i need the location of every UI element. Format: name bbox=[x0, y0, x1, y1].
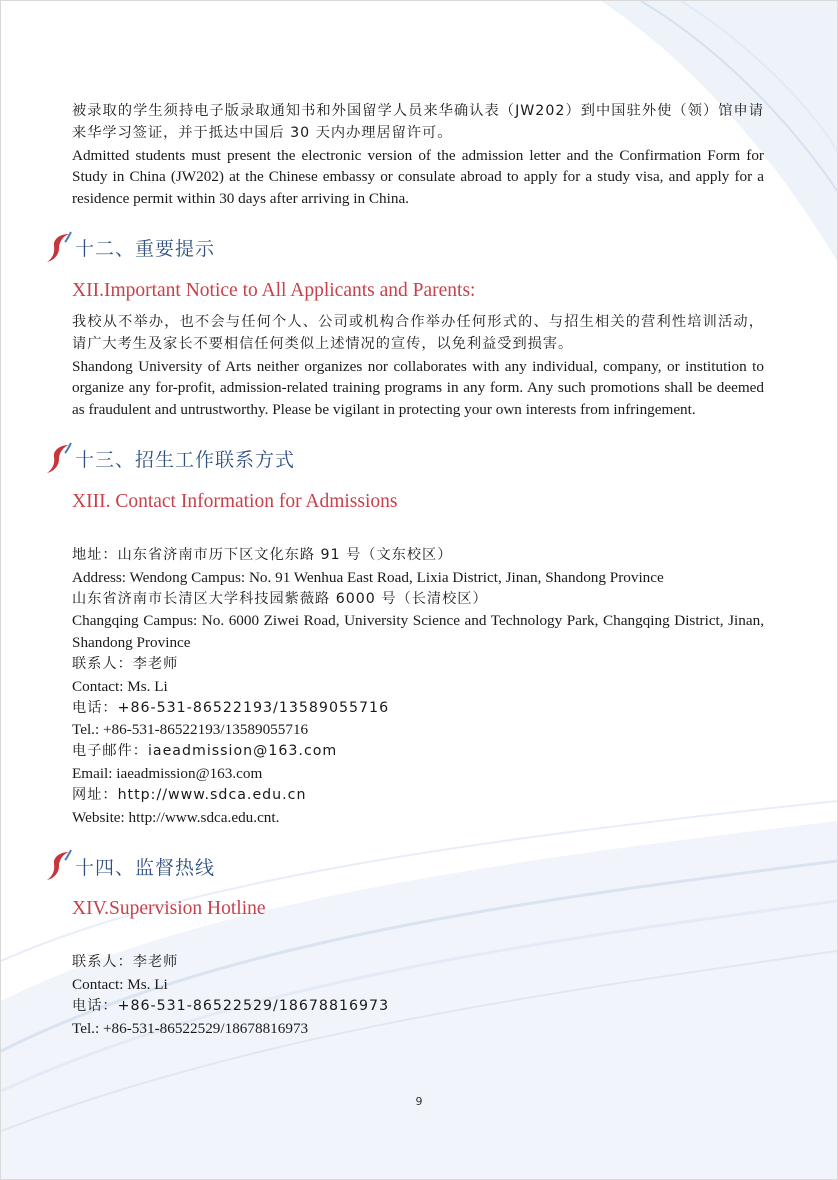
hotline-tel-cn: 电话：+86-531-86522529/18678816973 bbox=[72, 997, 390, 1014]
tel-en: Tel.: +86-531-86522193/13589055716 bbox=[72, 721, 309, 739]
intro-en: Admitted students must present the electronic version of the admission letter and the Confirmation Form for Study in China (JW202) at the Chinese embassy or consulate abroad to apply for a study visa, and apply for a residence permit within 30 days after arriving in China. bbox=[72, 146, 764, 208]
page-content bbox=[72, 101, 764, 1040]
university-logo-icon bbox=[45, 848, 75, 884]
email-en: Email: iaeadmission@163.com bbox=[72, 764, 263, 782]
address2-en: Changqing Campus: No. 6000 Ziwei Road, University Science and Technology Park, Changqing District, Jinan, Shandong Province bbox=[72, 612, 764, 652]
page-number: 9 bbox=[415, 1095, 423, 1108]
address-cn: 地址：山东省济南市历下区文化东路 91 号（文东校区） bbox=[72, 546, 453, 563]
section14-heading-en: XIV.Supervision Hotline bbox=[72, 898, 266, 920]
section12-heading bbox=[45, 226, 764, 270]
website-cn: 网址：http://www.sdca.edu.cn bbox=[72, 786, 307, 803]
hotline-contact-cn: 联系人：李老师 bbox=[72, 954, 179, 971]
address-en: Address: Wendong Campus: No. 91 Wenhua East Road, Lixia District, Jinan, Shandong Province bbox=[72, 568, 664, 586]
contact-cn: 联系人：李老师 bbox=[72, 655, 179, 672]
university-logo-icon bbox=[45, 230, 75, 266]
hotline-contact-en: Contact: Ms. Li bbox=[72, 976, 168, 994]
section13-heading-cn: 十三、招生工作联系方式 bbox=[75, 449, 296, 472]
section13-heading bbox=[45, 437, 764, 481]
section12-body-en: Shandong University of Arts neither organizes nor collaborates with any individual, company, or institution to organize any for-profit, admission-related training programs in any form. Any such promotions shall be deemed as fraudulent and untrustworthy. Please be vigilant in protecting your own interests from infringement. bbox=[72, 357, 764, 419]
intro-cn: 被录取的学生须持电子版录取通知书和外国留学人员来华确认表（JW202）到中国驻外使（领）馆申请来华学习签证，并于抵达中国后 30 天内办理居留许可。 bbox=[72, 103, 764, 141]
section14-heading-cn: 十四、监督热线 bbox=[75, 856, 216, 879]
website-en: Website: http://www.sdca.edu.cnt. bbox=[72, 808, 280, 826]
tel-cn: 电话：+86-531-86522193/13589055716 bbox=[72, 699, 390, 716]
contact-en: Contact: Ms. Li bbox=[72, 677, 168, 695]
hotline-tel-en: Tel.: +86-531-86522529/18678816973 bbox=[72, 1019, 309, 1037]
email-cn: 电子邮件：iaeadmission@163.com bbox=[72, 743, 338, 760]
section13-heading-en: XIII. Contact Information for Admissions bbox=[72, 490, 398, 512]
section12-heading-en: XII.Important Notice to All Applicants and Parents: bbox=[72, 279, 476, 301]
university-logo-icon bbox=[45, 441, 75, 477]
section12-body-cn: 我校从不举办，也不会与任何个人、公司或机构合作举办任何形式的、与招生相关的营利性培训活动，请广大考生及家长不要相信任何类似上述情况的宣传，以免利益受到损害。 bbox=[72, 313, 764, 352]
address2-cn: 山东省济南市长清区大学科技园紫薇路 6000 号（长清校区） bbox=[72, 590, 488, 607]
section14-heading bbox=[45, 844, 764, 888]
section12-heading-cn: 十二、重要提示 bbox=[75, 238, 216, 261]
